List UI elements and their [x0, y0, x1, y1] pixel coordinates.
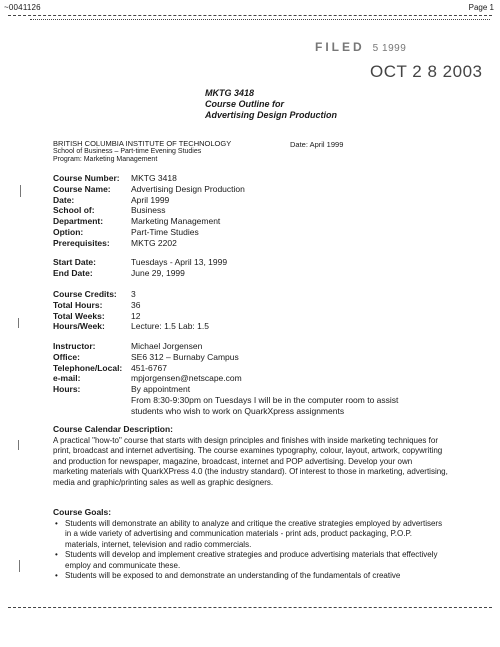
info-label: Date: [53, 194, 75, 205]
info-row [53, 373, 398, 384]
info-value: MKTG 2202 [131, 237, 177, 248]
info-label: Office: [53, 351, 80, 362]
goals-list [53, 519, 448, 581]
top-rule-secondary [30, 19, 490, 20]
email-value: mpjorgensen@netscape.com [131, 373, 242, 384]
institution-block [53, 140, 231, 164]
list-item: • Students will be exposed to and demonstrate an understanding of the fundamentals of creative [53, 571, 448, 581]
title-line-2: Course Outline for [205, 99, 285, 109]
info-label: Prerequisites: [53, 237, 110, 248]
received-date-stamp: OCT 2 8 2003 [370, 62, 483, 81]
filed-stamp-year: 5 1999 [372, 43, 407, 54]
info-row [53, 216, 245, 227]
info-value: Business [131, 205, 166, 216]
program-name: Program: Marketing Management [53, 156, 158, 163]
list-item: • Students will develop and implement creative strategies and produce advertising materials that effectively employ and communicate these. [53, 550, 448, 571]
school-name: School of Business – Part-time Evening Studies [53, 148, 202, 155]
info-value: Tuesdays - April 13, 1999 [131, 257, 228, 267]
bottom-rule [8, 607, 492, 608]
info-value: Marketing Management [131, 216, 221, 227]
scan-margin-mark [18, 318, 19, 328]
info-value: 3 [131, 289, 136, 299]
info-row [53, 268, 227, 279]
course-info-block [53, 173, 245, 249]
info-value: SE6 312 – Burnaby Campus [131, 351, 239, 362]
info-value: MKTG 3418 [131, 173, 177, 183]
schedule-block [53, 257, 227, 279]
info-row [53, 238, 245, 249]
info-value: Part-Time Studies [131, 226, 199, 237]
list-item: • Students will demonstrate an ability to analyze and critique the creative strategies employed by advertisers in a wide variety of advertising and communication materials - print ads, product packaging, P.O.P. materials, internet, television and radio commercials. [53, 519, 448, 550]
info-label: Hours: [53, 384, 81, 395]
institution-name: BRITISH COLUMBIA INSTITUTE OF TECHNOLOGY [53, 139, 232, 148]
hours-note-row [53, 406, 398, 417]
hours-note-line: From 8:30-9:30pm on Tuesdays I will be in the computer room to assist [131, 394, 399, 405]
info-label: Department: [53, 216, 104, 227]
info-value: June 29, 1999 [131, 267, 185, 278]
info-label: Course Credits: [53, 289, 117, 299]
document-date: Date: April 1999 [290, 140, 344, 149]
info-row [53, 205, 245, 216]
info-label: Course Number: [53, 173, 120, 183]
info-value: 451-6767 [131, 362, 167, 373]
info-row [53, 289, 209, 300]
title-course-code: MKTG 3418 [205, 88, 255, 98]
page-number: Page 1 [468, 3, 494, 12]
info-value: 12 [131, 310, 141, 321]
calendar-heading: Course Calendar Description: [53, 424, 173, 434]
info-label: Course Name: [53, 183, 111, 194]
document-id: ~0041126 [4, 3, 41, 12]
info-value: Lecture: 1.5 Lab: 1.5 [131, 321, 209, 332]
info-label: Option: [53, 226, 84, 237]
info-label: Telephone/Local: [53, 362, 123, 373]
info-row [53, 341, 398, 352]
info-label: e-mail: [53, 373, 81, 384]
credits-block [53, 289, 209, 332]
info-value: Advertising Design Production [131, 183, 245, 194]
info-label: Total Hours: [53, 299, 103, 310]
goals-heading: Course Goals: [53, 507, 112, 517]
scan-margin-mark [20, 185, 21, 197]
info-value: 36 [131, 299, 141, 310]
info-row [53, 173, 245, 184]
filed-stamp-text: FILED [315, 40, 365, 54]
info-row [53, 311, 209, 322]
info-label: Total Weeks: [53, 310, 105, 321]
info-row [53, 321, 209, 332]
info-value: Michael Jorgensen [131, 341, 203, 351]
info-value: By appointment [131, 384, 191, 395]
info-row [53, 384, 398, 395]
info-row [53, 300, 209, 311]
scan-margin-mark [19, 560, 20, 572]
top-rule [8, 15, 492, 16]
document-title [205, 88, 337, 121]
filed-stamp [315, 40, 406, 54]
info-row [53, 184, 245, 195]
info-label: End Date: [53, 267, 93, 278]
scan-margin-mark [18, 440, 19, 450]
calendar-description: A practical "how-to" course that starts with design principles and finishes with inside marketing techniques for print, broadcast and internet advertising. The course examines typography, colour, layout, artwork, copywriting and production for newspaper, magazine, broadcast, internet and POP advertising. Develop your own marketing materials with QuarkXPress 4.0 (the industry standard). Of interest to those in marketing, advertising, media and graphic/printing sales as well as graphic designers. [53, 436, 448, 487]
info-label: Hours/Week: [53, 321, 105, 332]
hours-note-line: students who wish to work on QuarkXpress assignments [131, 405, 345, 416]
info-value: April 1999 [131, 194, 170, 205]
info-label: School of: [53, 205, 95, 216]
info-row [53, 195, 245, 206]
hours-note-row [53, 395, 398, 406]
info-label: Start Date: [53, 257, 96, 267]
title-line-3: Advertising Design Production [205, 110, 338, 120]
info-row [53, 257, 227, 268]
info-row [53, 363, 398, 374]
info-row [53, 352, 398, 363]
instructor-block [53, 341, 398, 417]
info-label: Instructor: [53, 341, 96, 351]
info-row [53, 227, 245, 238]
